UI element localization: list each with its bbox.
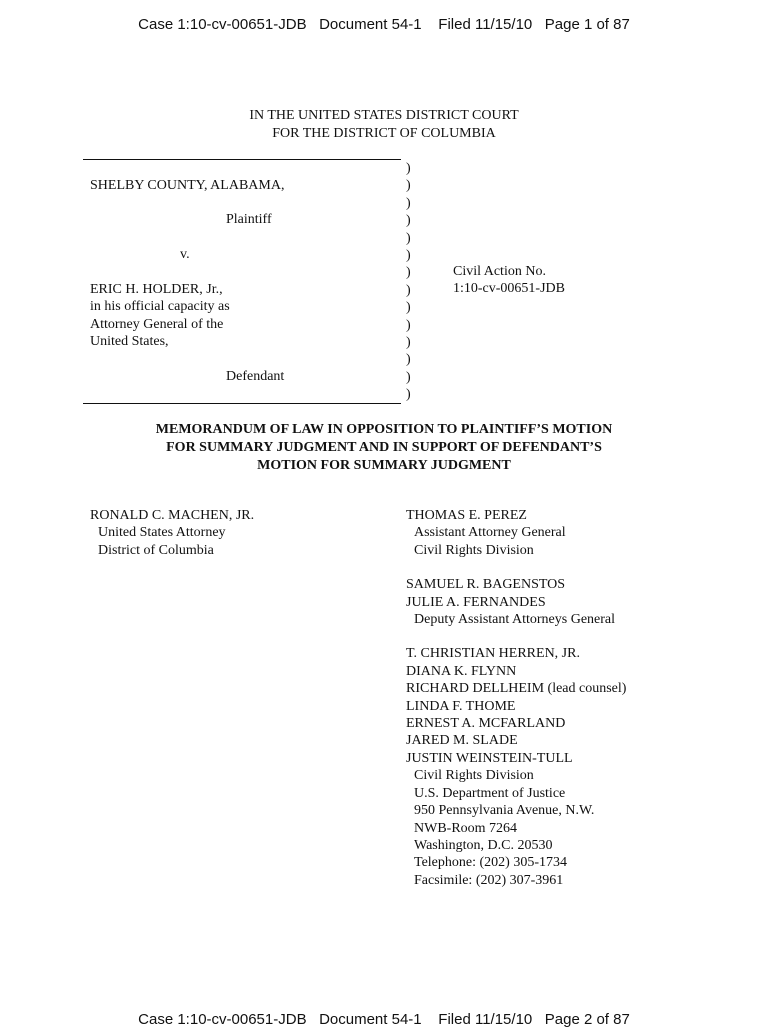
caption-paren: ) xyxy=(406,282,411,298)
caption-paren: ) xyxy=(406,300,411,316)
defendant-name-block xyxy=(90,281,230,351)
caption-parentheses-column xyxy=(406,160,411,404)
defendant-role: Defendant xyxy=(226,369,285,384)
counsel-name: T. CHRISTIAN HERREN, JR. xyxy=(406,646,580,662)
counsel-name: SAMUEL R. BAGENSTOS xyxy=(406,577,566,593)
page-header: Case 1:10-cv-00651-JDB Document 54-1 Filed 11/15/10 Page 1 of 87 xyxy=(138,16,630,33)
address-line: Washington, D.C. 20530 xyxy=(414,837,553,853)
telephone: Telephone: (202) 305-1734 xyxy=(414,855,567,871)
address-line: NWB-Room 7264 xyxy=(414,820,518,836)
caption-paren: ) xyxy=(406,352,411,368)
defendant-line: United States, xyxy=(90,334,169,350)
counsel-title: Civil Rights Division xyxy=(414,542,534,558)
caption-top-rule xyxy=(83,159,401,160)
caption-paren: ) xyxy=(406,213,411,229)
counsel-name: LINDA F. THOME xyxy=(406,698,516,714)
caption-paren: ) xyxy=(406,195,411,211)
caption-paren: ) xyxy=(406,161,411,176)
civil-action-block xyxy=(453,263,565,298)
counsel-title: Deputy Assistant Attorneys General xyxy=(414,612,616,628)
versus: v. xyxy=(180,247,190,262)
document-title xyxy=(0,421,768,475)
next-page-header: Case 1:10-cv-00651-JDB Document 54-1 Filed 11/15/10 Page 2 of 87 xyxy=(138,1011,630,1028)
defendant-line: in his official capacity as xyxy=(90,299,230,315)
counsel-name: JARED M. SLADE xyxy=(406,733,518,749)
counsel-name: THOMAS E. PEREZ xyxy=(406,508,527,523)
caption-bottom-rule xyxy=(83,403,401,404)
court-line-2: FOR THE DISTRICT OF COLUMBIA xyxy=(272,126,496,141)
caption-paren: ) xyxy=(406,317,411,333)
counsel-title: United States Attorney xyxy=(98,525,226,541)
counsel-name: RONALD C. MACHEN, JR. xyxy=(90,508,255,523)
counsel-name: JUSTIN WEINSTEIN-TULL xyxy=(406,750,573,766)
counsel-group-2 xyxy=(406,576,626,628)
address-line: 950 Pennsylvania Avenue, N.W. xyxy=(414,803,595,819)
defendant-line: Attorney General of the xyxy=(90,316,224,332)
counsel-name: RICHARD DELLHEIM (lead counsel) xyxy=(406,681,627,697)
plaintiff-name: SHELBY COUNTY, ALABAMA, xyxy=(90,178,285,193)
right-counsel-block xyxy=(406,507,626,889)
counsel-title: District of Columbia xyxy=(98,542,214,558)
left-counsel-block xyxy=(90,507,254,559)
counsel-group-1 xyxy=(406,507,626,559)
counsel-title: Assistant Attorney General xyxy=(414,525,566,541)
counsel-group-3 xyxy=(406,645,626,889)
civil-action-label: Civil Action No. xyxy=(453,264,546,279)
counsel-name: DIANA K. FLYNN xyxy=(406,663,517,679)
caption-paren: ) xyxy=(406,369,411,385)
caption-paren: ) xyxy=(406,265,411,281)
document-title-line-3: MOTION FOR SUMMARY JUDGMENT xyxy=(257,458,511,473)
caption-paren: ) xyxy=(406,248,411,264)
address-line: Civil Rights Division xyxy=(414,768,534,784)
counsel-name: JULIE A. FERNANDES xyxy=(406,594,546,610)
counsel-name: ERNEST A. MCFARLAND xyxy=(406,716,566,732)
court-line-1: IN THE UNITED STATES DISTRICT COURT xyxy=(249,108,519,123)
caption-paren: ) xyxy=(406,335,411,351)
caption-paren: ) xyxy=(406,387,411,403)
caption-paren: ) xyxy=(406,178,411,194)
facsimile: Facsimile: (202) 307-3961 xyxy=(414,872,564,888)
defendant-line: ERIC H. HOLDER, Jr., xyxy=(90,282,223,297)
plaintiff-role: Plaintiff xyxy=(226,212,272,227)
court-heading xyxy=(0,107,768,143)
address-line: U.S. Department of Justice xyxy=(414,785,566,801)
civil-action-number: 1:10-cv-00651-JDB xyxy=(453,281,565,297)
document-title-line-1: MEMORANDUM OF LAW IN OPPOSITION TO PLAINTIFF’S MOTION xyxy=(155,422,613,437)
document-title-line-2: FOR SUMMARY JUDGMENT AND IN SUPPORT OF DEFENDANT’S xyxy=(166,440,602,455)
caption-paren: ) xyxy=(406,230,411,246)
